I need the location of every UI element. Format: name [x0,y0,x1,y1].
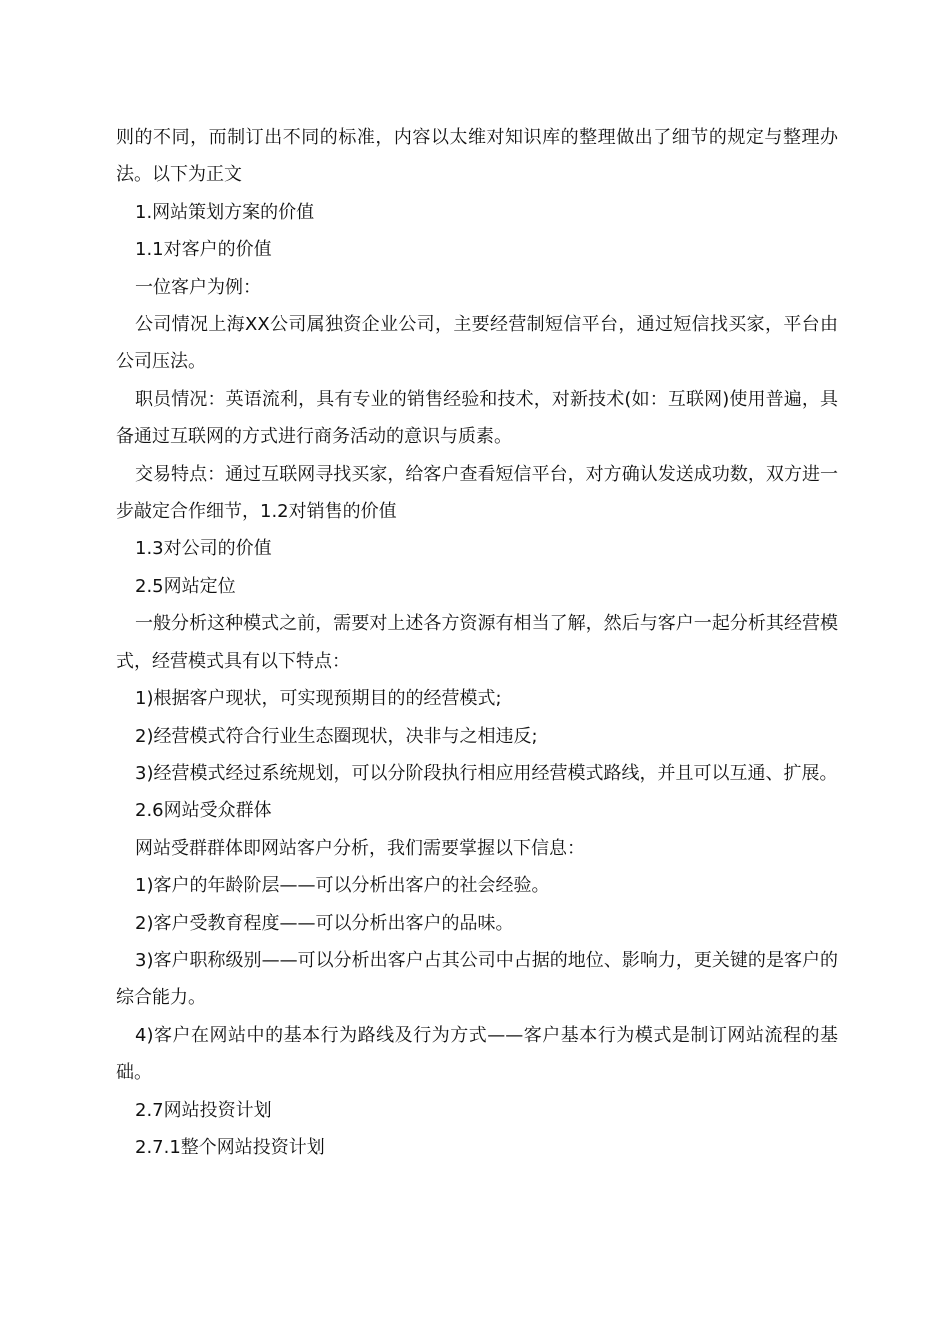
paragraph: 一位客户为例： [135,276,261,298]
list-item: 3)客户职称级别——可以分析出客户占其公司中占据的地位、影响力，更关键的是客户的综合能力。 [116,949,838,1009]
paragraph: 职员情况：英语流利，具有专业的销售经验和技术，对新技术(如：互联网)使用普遍，具备通过互联网的方式进行商务活动的意识与质素。 [116,388,838,448]
paragraph: 公司情况上海XX公司属独资企业公司，主要经营制短信平台，通过短信找买家，平台由公司压法。 [116,314,838,373]
list-item: 1)客户的年龄阶层——可以分析出客户的社会经验。 [135,875,550,897]
heading-2-6: 2.6网站受众群体 [135,800,272,822]
document-body [116,119,838,1166]
heading-1-3: 1.3对公司的价值 [135,538,272,560]
heading-2-7-1: 2.7.1整个网站投资计划 [135,1136,325,1158]
list-item: 2)客户受教育程度——可以分析出客户的品味。 [135,912,514,934]
paragraph: 网站受群群体即网站客户分析，我们需要掌握以下信息： [135,837,585,859]
heading-2-7: 2.7网站投资计划 [135,1099,272,1121]
list-item: 3)经营模式经过系统规划，可以分阶段执行相应用经营模式路线，并且可以互通、扩展。 [135,762,838,784]
heading-2-5: 2.5网站定位 [135,575,236,597]
list-item: 4)客户在网站中的基本行为路线及行为方式——客户基本行为模式是制订网站流程的基础。 [116,1024,838,1084]
list-item: 1)根据客户现状，可实现预期目的的经营模式; [135,688,502,710]
heading-1: 1.网站策划方案的价值 [135,201,315,223]
list-item: 2)经营模式符合行业生态圈现状，决非与之相违反; [135,725,538,747]
paragraph: 交易特点：通过互联网寻找买家，给客户查看短信平台，对方确认发送成功数，双方进一步敲定合作细节，1.2对销售的价值 [116,463,838,523]
heading-1-1: 1.1对客户的价值 [135,239,272,261]
paragraph: 一般分析这种模式之前，需要对上述各方资源有相当了解，然后与客户一起分析其经营模式，经营模式具有以下特点： [116,613,838,672]
paragraph-continuation: 则的不同，而制订出不同的标准，内容以太维对知识库的整理做出了细节的规定与整理办法。以下为正文 [116,127,838,186]
